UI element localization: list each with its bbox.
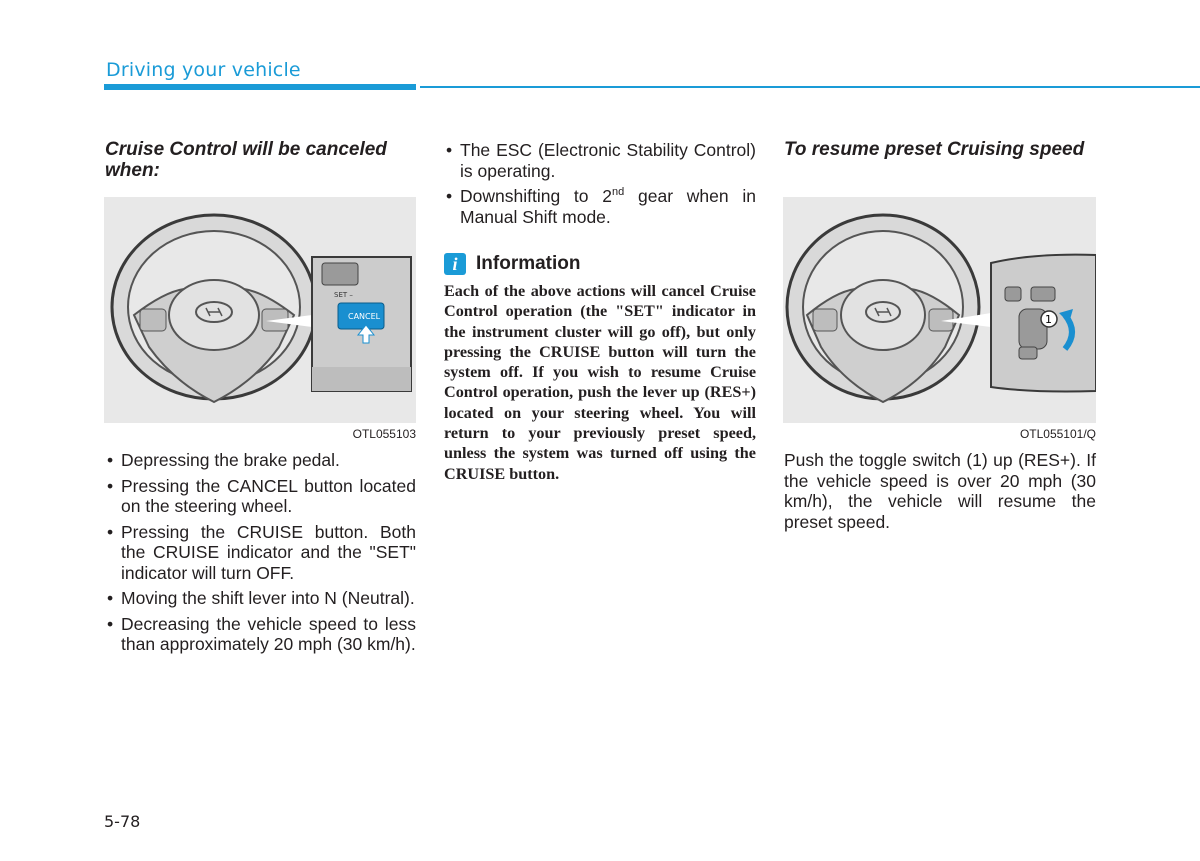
- callout-number: 1: [1045, 313, 1052, 326]
- cancel-subheading: Cruise Control will be canceled when:: [105, 139, 387, 181]
- header-rule-thin: [420, 86, 1200, 88]
- section-title: Driving your vehicle: [106, 59, 301, 81]
- resume-paragraph: Push the toggle switch (1) up (RES+). If the vehicle speed is over 20 mph (30 km/h), the vehicle will resume the preset speed.: [784, 450, 1096, 532]
- resume-figure: [783, 197, 1096, 423]
- info-title: Information: [476, 253, 581, 274]
- list-item: • Decreasing the vehicle speed to less than approximately 20 mph (30 km/h).: [105, 614, 416, 655]
- figure-code-right: OTL055101/Q: [1019, 427, 1096, 441]
- list-item: • Depressing the brake pedal.: [105, 450, 416, 471]
- cancel-button-label: CANCEL: [348, 312, 381, 321]
- header-rule-thick: [104, 84, 416, 90]
- list-item: • Pressing the CRUISE button. Both the CRUISE indicator and the "SET" indicator will turn OFF.: [105, 522, 416, 584]
- left-column: [105, 139, 416, 181]
- page-number: 5-78: [104, 812, 141, 831]
- info-body: Each of the above actions will cancel Cruise Control operation (the "SET" indicator in the instrument cluster will go off), but only pressing the CRUISE button will turn the system off. If you wish to resume Cruise Control operation, push the lever up (RES+) located on your steering wheel. You will return to your previously preset speed, unless the system was turned off using the CRUISE button.: [444, 282, 756, 483]
- information-box: [444, 253, 756, 484]
- list-item: • Pressing the CANCEL button located on the steering wheel.: [105, 476, 416, 517]
- figure-code-left: OTL055103: [352, 427, 416, 441]
- info-icon: i: [444, 253, 466, 275]
- set-label: SET –: [334, 291, 353, 299]
- list-item: • Moving the shift lever into N (Neutral).: [105, 588, 416, 609]
- list-item: • The ESC (Electronic Stability Control) is operating.: [444, 140, 756, 181]
- resume-subheading: To resume preset Cruising speed: [784, 139, 1085, 160]
- steering-wheel-cancel-illustration: [104, 197, 416, 423]
- middle-column: [444, 140, 756, 232]
- list-item: • Downshifting to 2nd gear when in Manual Shift mode.: [444, 186, 756, 227]
- right-column: [784, 139, 1096, 160]
- cancel-figure: [104, 197, 416, 423]
- steering-wheel-resume-illustration: [783, 197, 1096, 423]
- cancel-conditions-list: [105, 450, 416, 655]
